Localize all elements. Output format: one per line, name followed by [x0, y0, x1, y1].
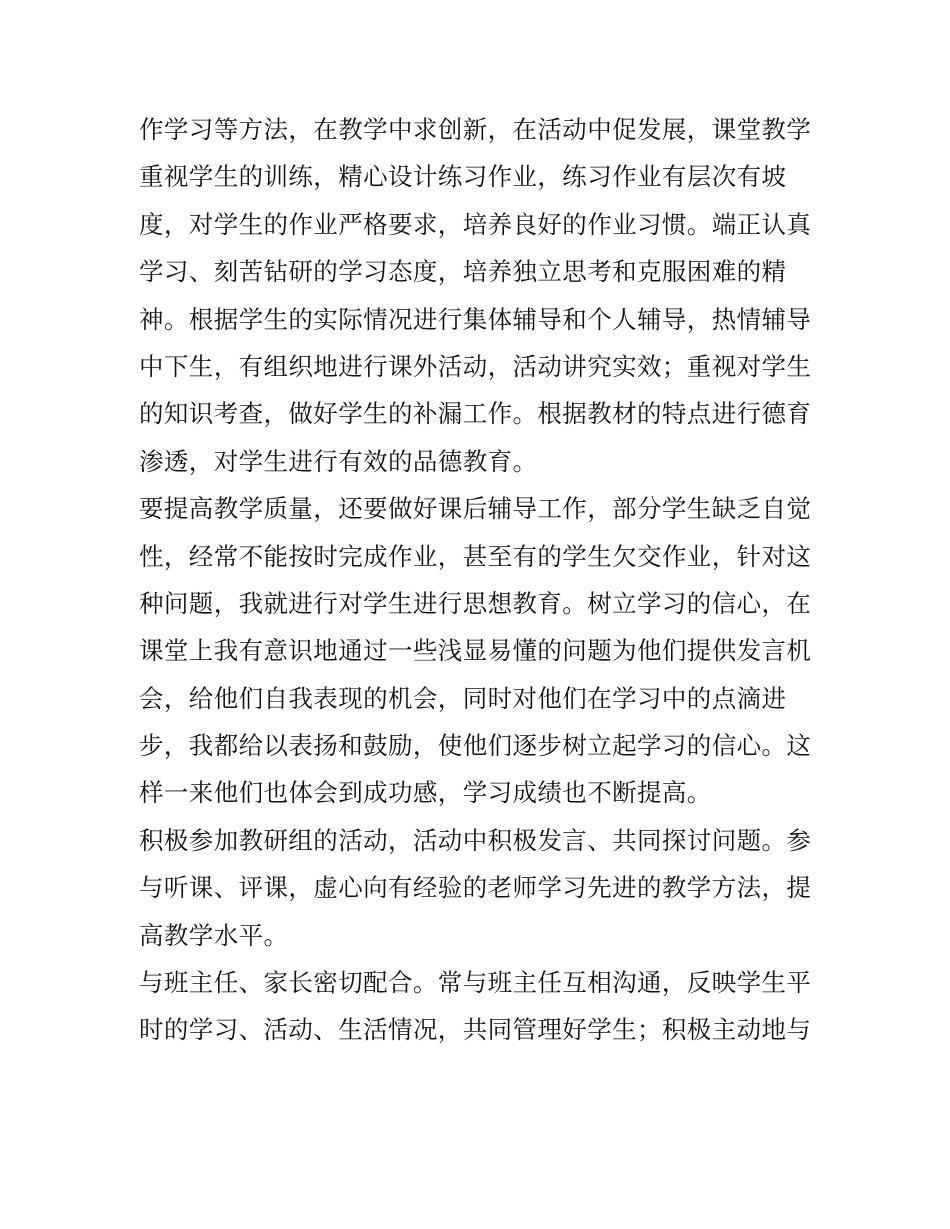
- text-line-18: 高教学水平。: [139, 920, 289, 950]
- text-line-5: 神。根据学生的实际情况进行集体辅导和个人辅导，热情辅导: [139, 304, 812, 334]
- text-line-20: 时的学习、活动、生活情况，共同管理好学生；积极主动地与: [139, 1015, 812, 1045]
- text-line-2: 重视学生的训练，精心设计练习作业，练习作业有层次有坡: [139, 162, 787, 192]
- text-line-7: 的知识考查，做好学生的补漏工作。根据教材的特点进行德育: [139, 399, 812, 429]
- text-line-10: 性，经常不能按时完成作业，甚至有的学生欠交作业，针对这: [139, 541, 812, 571]
- text-line-8: 渗透，对学生进行有效的品德教育。: [139, 446, 538, 476]
- text-line-9: 要提高教学质量，还要做好课后辅导工作，部分学生缺乏自觉: [139, 494, 812, 524]
- text-line-13: 会，给他们自我表现的机会，同时对他们在学习中的点滴进: [139, 683, 787, 713]
- text-line-16: 积极参加教研组的活动，活动中积极发言、共同探讨问题。参: [139, 825, 812, 855]
- text-line-11: 种问题，我就进行对学生进行思想教育。树立学习的信心，在: [139, 588, 812, 618]
- text-line-6: 中下生，有组织地进行课外活动，活动讲究实效；重视对学生: [139, 351, 812, 381]
- text-line-1: 作学习等方法，在教学中求创新，在活动中促发展，课堂教学: [139, 115, 812, 144]
- text-line-15: 样一来他们也体会到成功感，学习成绩也不断提高。: [139, 778, 712, 808]
- text-line-3: 度，对学生的作业严格要求，培养良好的作业习惯。端正认真: [139, 209, 812, 239]
- text-line-14: 步，我都给以表扬和鼓励，使他们逐步树立起学习的信心。这: [139, 731, 812, 761]
- text-line-17: 与听课、评课，虚心向有经验的老师学习先进的教学方法，提: [139, 873, 812, 903]
- text-line-12: 课堂上我有意识地通过一些浅显易懂的问题为他们提供发言机: [139, 636, 812, 666]
- text-line-19: 与班主任、家长密切配合。常与班主任互相沟通，反映学生平: [139, 968, 812, 998]
- document-body: [139, 106, 819, 1054]
- text-line-4: 学习、刻苦钻研的学习态度，培养独立思考和克服困难的精: [139, 257, 787, 287]
